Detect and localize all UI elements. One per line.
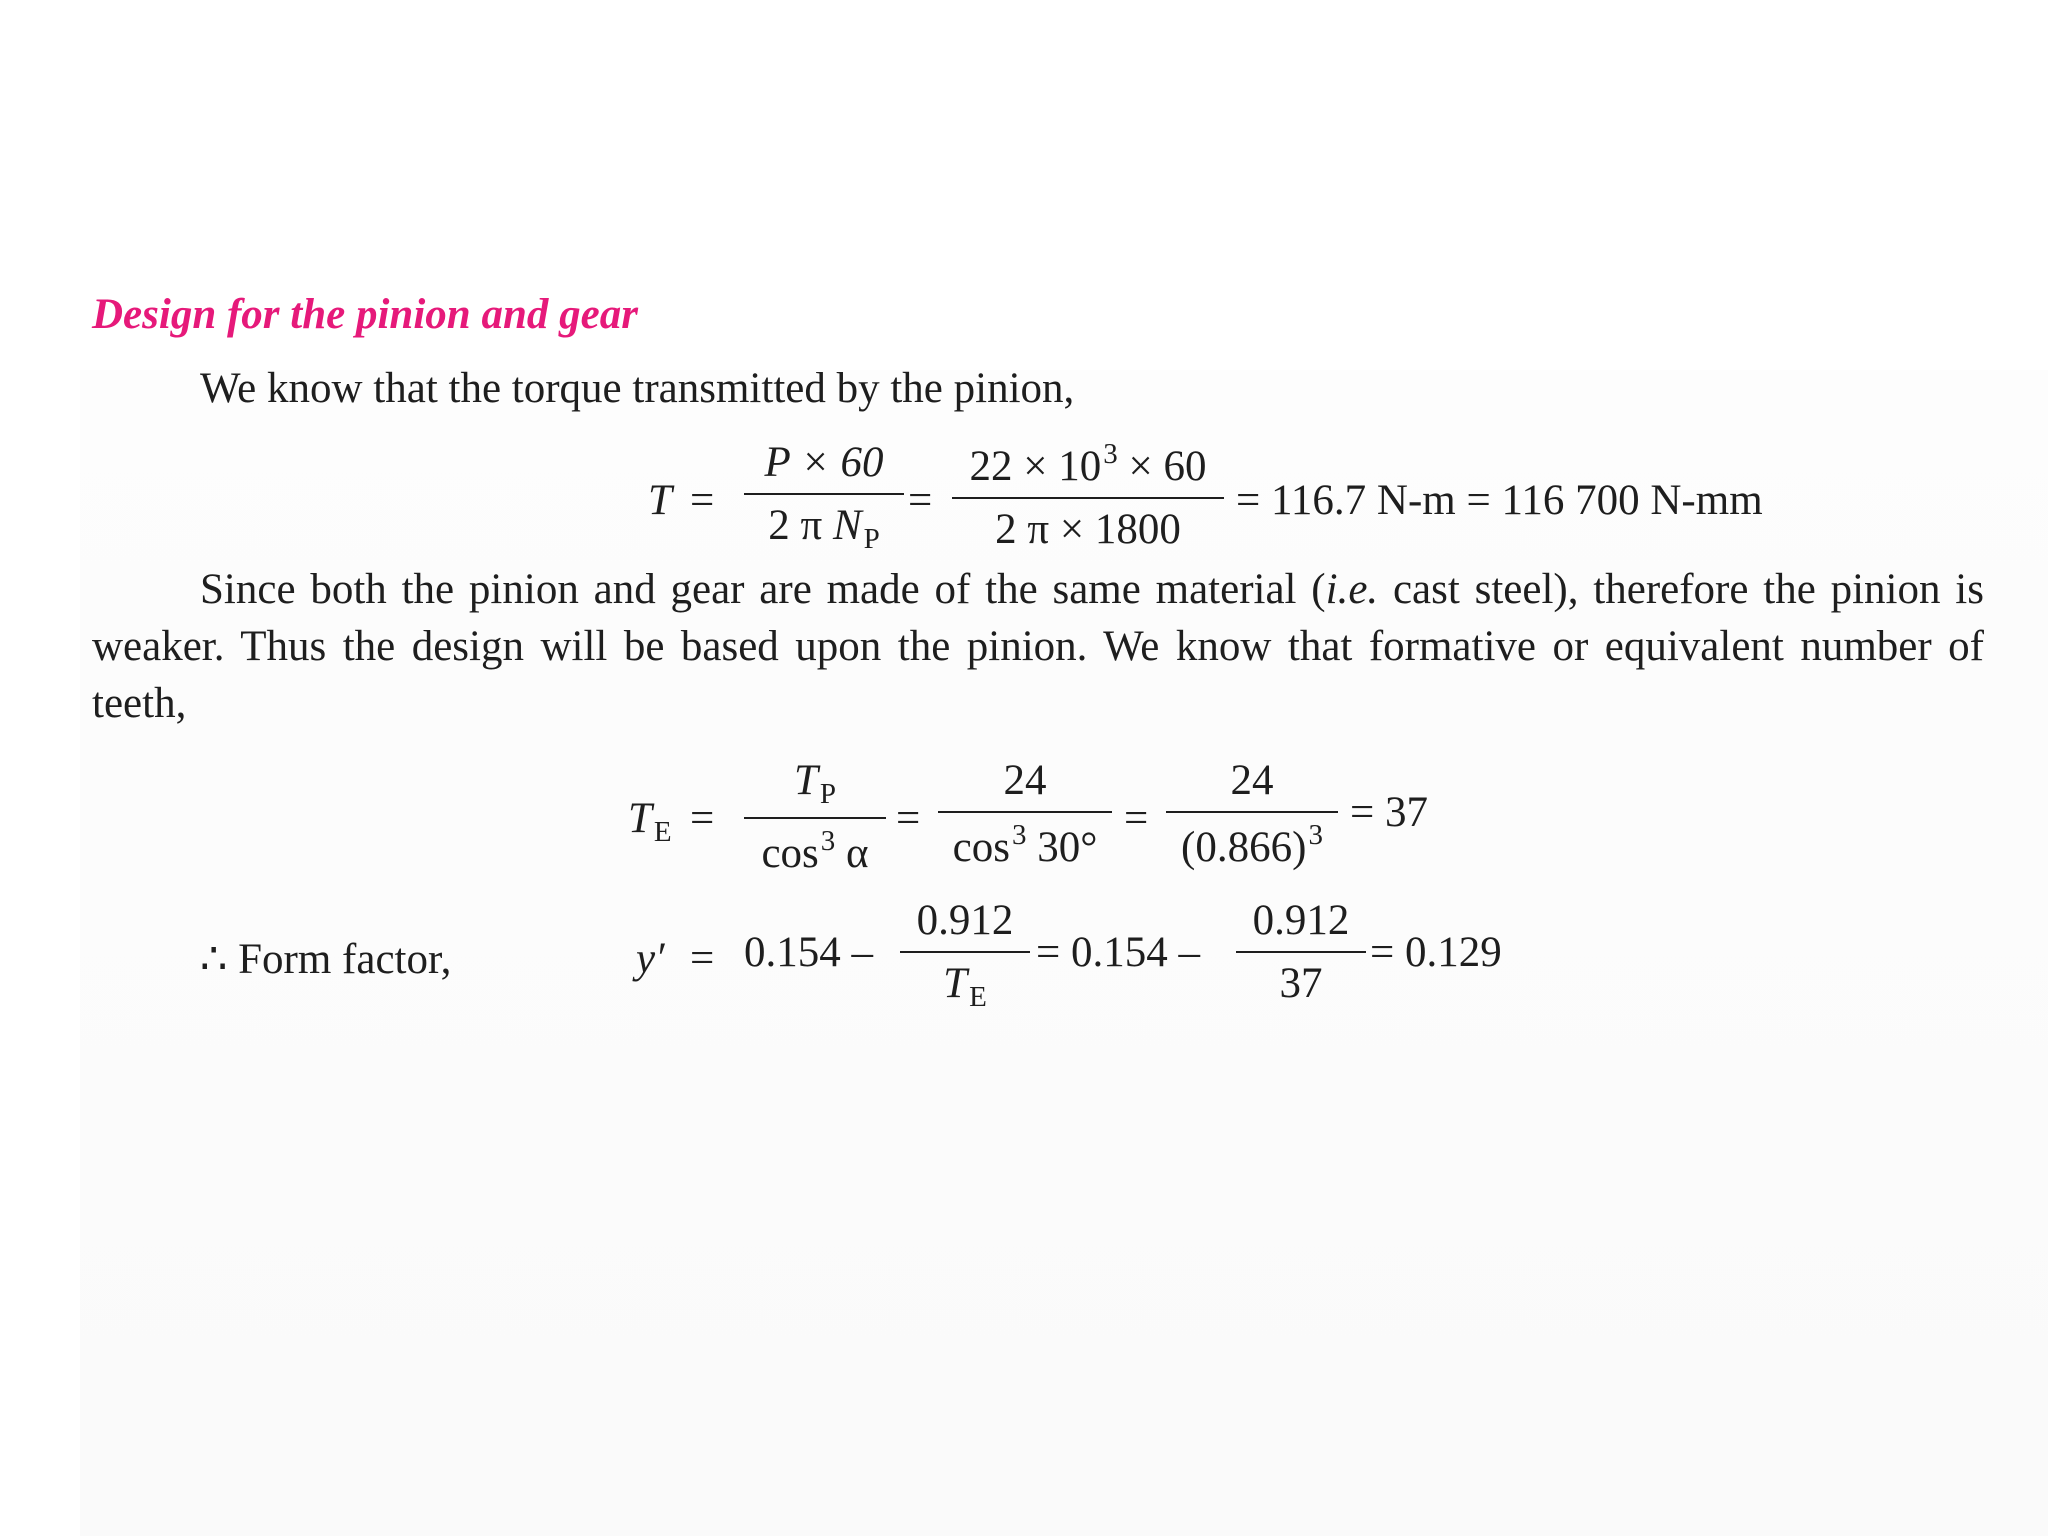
equals-sign: = <box>690 477 715 524</box>
paragraph-material: Since both the pinion and gear are made of the same material (i.e. cast steel), therefore the pinion is weaker. Thus the design will be based upon the pinion. We know that formative or equivalent number of teeth, <box>92 566 1984 727</box>
equals-sign: = <box>690 795 715 842</box>
fraction-0912-over-te <box>900 896 1030 1014</box>
fraction-numerator: 0.912 <box>1252 897 1350 944</box>
fraction-teeth-over-cos <box>744 756 886 878</box>
fraction-numerator: $T_P$ <box>793 757 837 810</box>
fraction-denominator: $\cos^3 30^\circ$ <box>952 819 1098 871</box>
fraction-numerator: 24 <box>1003 757 1047 804</box>
fraction-numerator: 0.912 <box>916 897 1014 944</box>
torque-result: = 116.7 N-m = 116 700 N-mm <box>1236 477 1763 524</box>
fraction-24-over-0866 <box>1166 756 1338 872</box>
fraction-denominator: $T_E$ <box>943 960 987 1013</box>
teeth-result: = 37 <box>1350 789 1429 836</box>
teeth-lhs: $T_E$ <box>628 795 672 848</box>
fraction-power-over-speed <box>744 438 904 556</box>
form-factor-label: ∴ Form factor, <box>200 936 452 983</box>
equals-sign: = <box>896 795 921 842</box>
fraction-numerator: 24 <box>1230 757 1274 804</box>
fraction-denominator: 2 π × 1800 <box>995 506 1181 553</box>
fraction-denominator: 2 π $N_P$ <box>768 502 880 555</box>
form-term-middle: = 0.154 – <box>1036 929 1201 976</box>
fraction-denominator: $\cos^3 \alpha$ <box>761 825 869 877</box>
fraction-numerator: P × 60 <box>764 439 884 486</box>
equals-sign: = <box>908 477 933 524</box>
paragraph-torque-intro: We know that the torque transmitted by the pinion, <box>200 365 1075 412</box>
fraction-numeric-torque <box>952 438 1224 554</box>
form-factor-lhs: y′ <box>636 935 665 982</box>
fraction-0912-over-37 <box>1236 896 1366 1008</box>
fraction-denominator: $(0.866)^3$ <box>1181 819 1323 871</box>
equals-sign: = <box>690 935 715 982</box>
fraction-denominator: 37 <box>1279 960 1323 1007</box>
torque-lhs: T <box>648 477 672 524</box>
form-term-constant: 0.154 – <box>744 929 873 976</box>
section-heading: Design for the pinion and gear <box>92 291 638 338</box>
fraction-24-over-cos30 <box>938 756 1112 872</box>
fraction-numerator: $22 \times 10^3 \times 60$ <box>969 438 1207 490</box>
equals-sign: = <box>1124 795 1149 842</box>
form-factor-result: = 0.129 <box>1370 929 1502 976</box>
